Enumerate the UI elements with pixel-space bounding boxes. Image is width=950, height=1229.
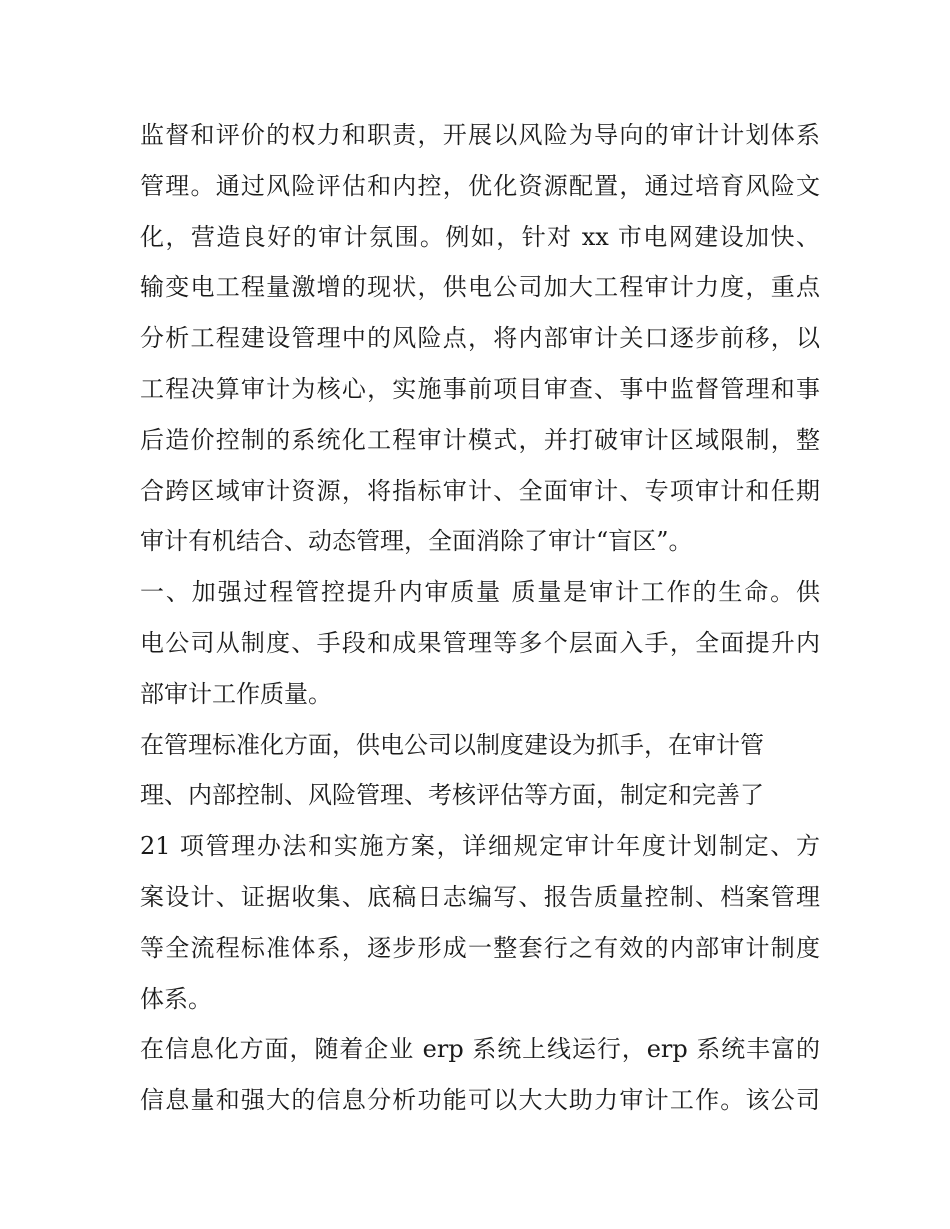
text-line: 案设计、证据收集、底稿日志编写、报告质量控制、档案管理 <box>140 882 820 911</box>
text-line: 工程决算审计为核心，实施事前项目审查、事中监督管理和事 <box>140 374 820 403</box>
text-line: 输变电工程量激增的现状，供电公司加大工程审计力度，重点 <box>140 273 820 302</box>
text-line: 化，营造良好的审计氛围。例如，针对 xx 市电网建设加快、 <box>140 222 820 251</box>
text-line: 在信息化方面，随着企业 erp 系统上线运行，erp 系统丰富的 <box>140 1035 820 1064</box>
text-line: 管理。通过风险评估和内控，优化资源配置，通过培育风险文 <box>140 171 820 200</box>
text-line: 一、加强过程管控提升内审质量 质量是审计工作的生命。供 <box>140 578 820 607</box>
text-line: 信息量和强大的信息分析功能可以大大助力审计工作。该公司 <box>140 1086 820 1115</box>
text-line: 后造价控制的系统化工程审计模式，并打破审计区域限制，整 <box>140 425 820 454</box>
text-line: 合跨区域审计资源，将指标审计、全面审计、专项审计和任期 <box>140 476 820 505</box>
text-line: 监督和评价的权力和职责，开展以风险为导向的审计计划体系 <box>140 121 820 149</box>
text-line: 等全流程标准体系，逐步形成一整套行之有效的内部审计制度 <box>140 933 820 962</box>
text-line: 审计有机结合、动态管理，全面消除了审计“盲区”。 <box>140 527 693 556</box>
text-line: 理、内部控制、风险管理、考核评估等方面，制定和完善了 <box>140 781 764 810</box>
text-line: 21 项管理办法和实施方案，详细规定审计年度计划制定、方 <box>140 832 820 861</box>
text-line: 电公司从制度、手段和成果管理等多个层面入手，全面提升内 <box>140 628 820 657</box>
body-text <box>140 110 820 1126</box>
text-line: 部审计工作质量。 <box>140 679 332 708</box>
text-line: 体系。 <box>140 984 212 1013</box>
text-line: 分析工程建设管理中的风险点，将内部审计关口逐步前移，以 <box>140 324 820 353</box>
text-line: 在管理标准化方面，供电公司以制度建设为抓手，在审计管 <box>140 730 764 759</box>
